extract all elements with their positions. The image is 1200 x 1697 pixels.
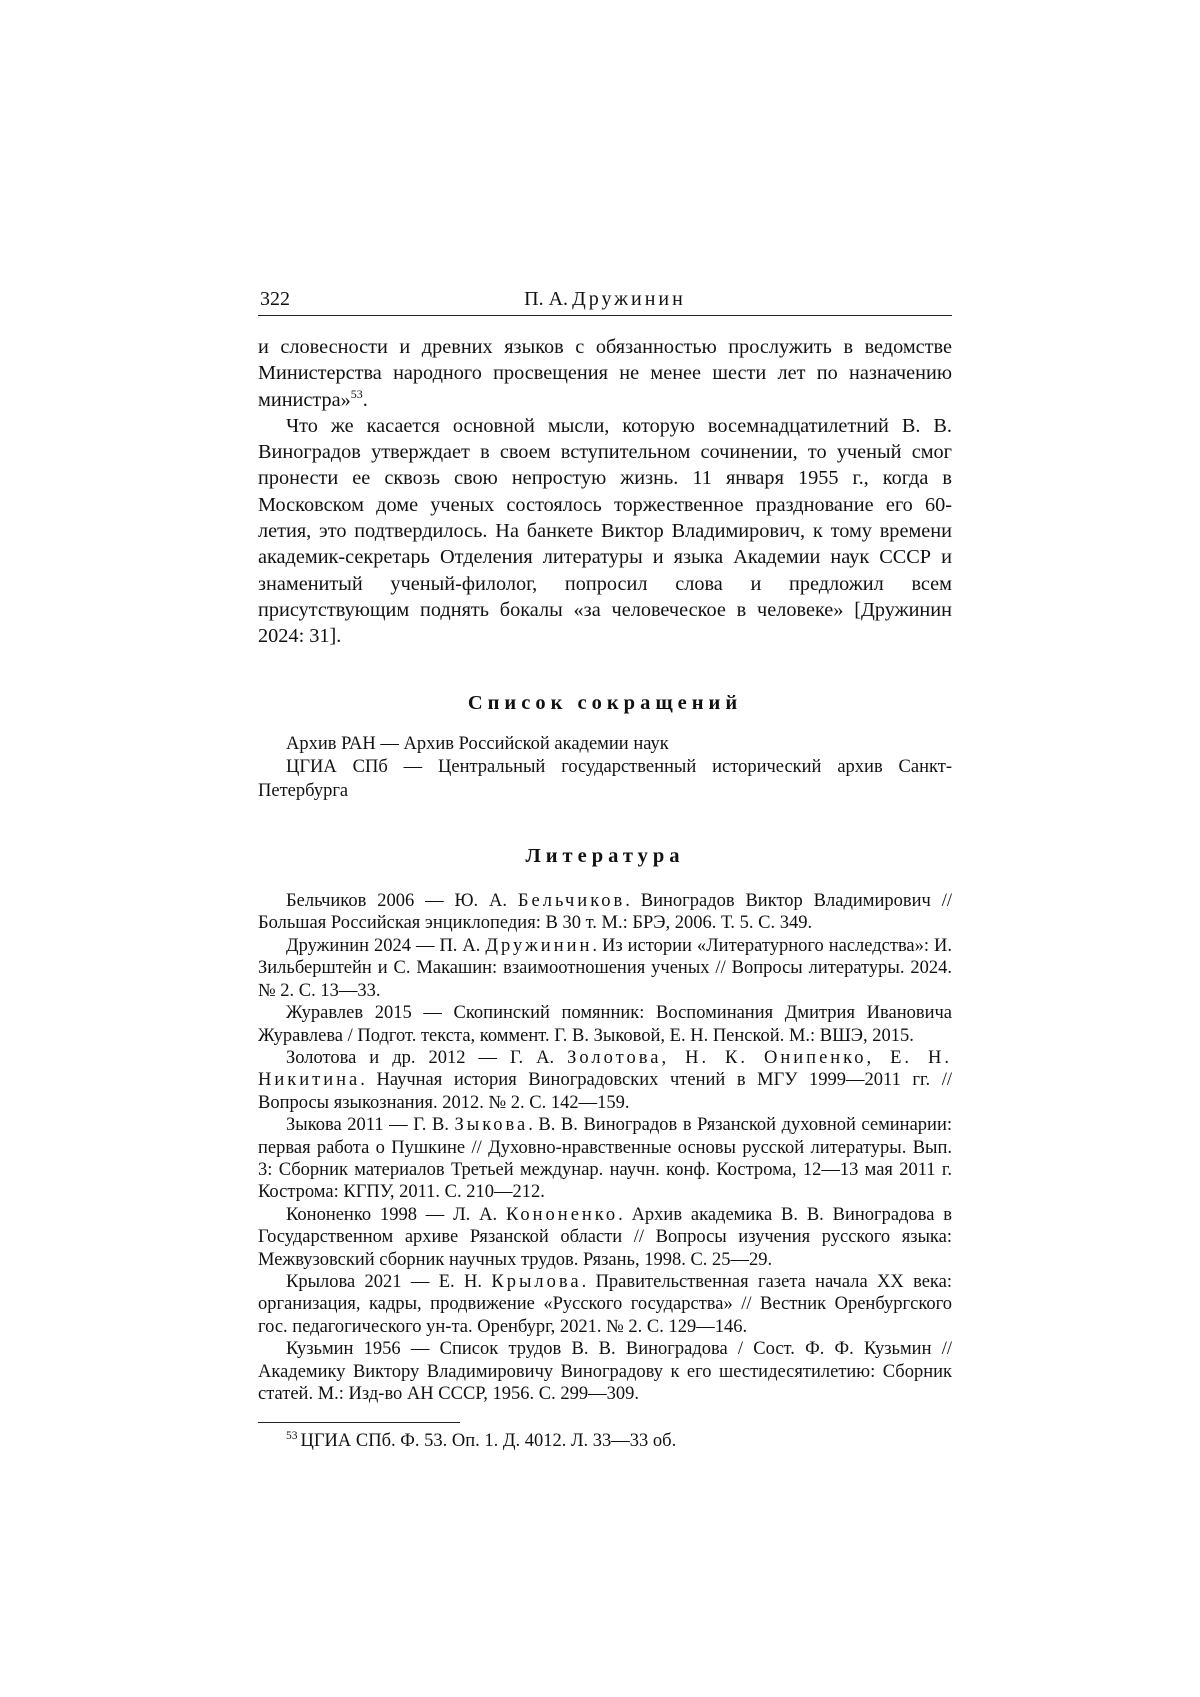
page-number: 322 [260,288,290,310]
reference-item: Журавлев 2015 — Скопинский помянник: Воспоминания Дмитрия Ивановича Журавлева / Подгот. текста, коммент. Г. В. Зыковой, Е. Н. Пенской. М.: ВШЭ, 2015. [258,1003,952,1046]
abbreviation-item: ЦГИА СПб — Центральный государственный исторический архив Санкт-Петербурга [258,757,952,801]
paragraph-1 [258,334,952,413]
paragraph-2: Что же касается основной мысли, которую восемнадцатилетний В. В. Виноградов утверждает в своем вступительном сочинении, то ученый смог пронести ее сквозь свою непростую жизнь. 11 января 1955 г., когда в Московском доме ученых состоялось торжественное празднование его 60-летия, это подтвердилось. На банкете Виктор Владимирович, к тому времени академик-секретарь Отделения литературы и языка Академии наук СССР и знаменитый ученый-филолог, попросил слова и предложил всем присутствующим поднять бокалы «за человеческое в человеке» [Дружинин 2024: 31]. [258,414,952,648]
page [258,286,952,1453]
abbreviation-item: Архив РАН — Архив Российской академии наук [286,733,669,754]
footnote-ref-53[interactable]: 53 [350,386,363,401]
paragraph-1-end: . [362,388,368,411]
footnote-divider [258,1422,460,1423]
footnote-53 [258,1429,952,1453]
literature-heading: Литература [525,845,685,868]
abbreviations-heading: Список сокращений [467,691,743,714]
reference-item: Дружинин 2024 — П. А. Дружинин. Из истории «Литературного наследства»: И. Зильберштейн и С. Макашин: взаимоотношения ученых // Вопросы литературы. 2024. № 2. С. 13—33. [258,935,952,1001]
reference-item: Кузьмин 1956 — Список трудов В. В. Виноградова / Сост. Ф. Ф. Кузьмин // Академику Виктору Владимировичу Виноградову к его шестидесятилетию: Сборник статей. М.: Изд-во АН СССР, 1956. С. 299—309. [258,1339,952,1404]
reference-item: Золотова и др. 2012 — Г. А. Золотова, Н. К. Онипенко, Е. Н. Никитина. Научная история Виноградовских чтений в МГУ 1999—2011 гг. // Вопросы языкознания. 2012. № 2. С. 142—159. [258,1047,952,1113]
author-initials: П. А. [524,288,569,310]
running-header-author [524,286,686,312]
author-surname: Дружинин [572,288,686,310]
reference-item: Кононенко 1998 — Л. А. Кононенко. Архив академика В. В. Виноградова в Государственном архиве Рязанской области // Вопросы изучения русского языка: Межвузовский сборник научных трудов. Рязань, 1998. С. 25—29. [258,1204,952,1270]
footnote-text: ЦГИА СПб. Ф. 53. Оп. 1. Д. 4012. Л. 33—33 об. [300,1431,677,1452]
paragraph-1-text: и словесности и древних языков с обязанностью прослужить в ведомстве Министерства народного просвещения не менее шести лет по назначению министра» [258,336,952,411]
reference-item: Бельчиков 2006 — Ю. А. Бельчиков. Виноградов Виктор Владимирович // Большая Российская энциклопедия: В 30 т. М.: БРЭ, 2006. Т. 5. С. 349. [258,891,952,934]
literature-list [258,890,952,1405]
running-header [258,286,952,316]
reference-item: Зыкова 2011 — Г. В. Зыкова. В. В. Виноградов в Рязанской духовной семинарии: первая работа о Пушкине // Духовно-нравственные основы русской литературы. Вып. 3: Сборник материалов Третьей междунар. научн. конф. Кострома, 12—13 мая 2011 г. Кострома: КГПУ, 2011. С. 210—212. [258,1115,952,1203]
reference-item: Крылова 2021 — Е. Н. Крылова. Правительственная газета начала XX века: организация, кадры, продвижение «Русского государства» // Вестник Оренбургского гос. педагогического ун-та. Оренбург, 2021. № 2. С. 129—146. [258,1271,952,1337]
main-text [258,334,952,650]
footnote-number: 53 [286,1430,298,1443]
abbreviations-list [258,733,952,804]
